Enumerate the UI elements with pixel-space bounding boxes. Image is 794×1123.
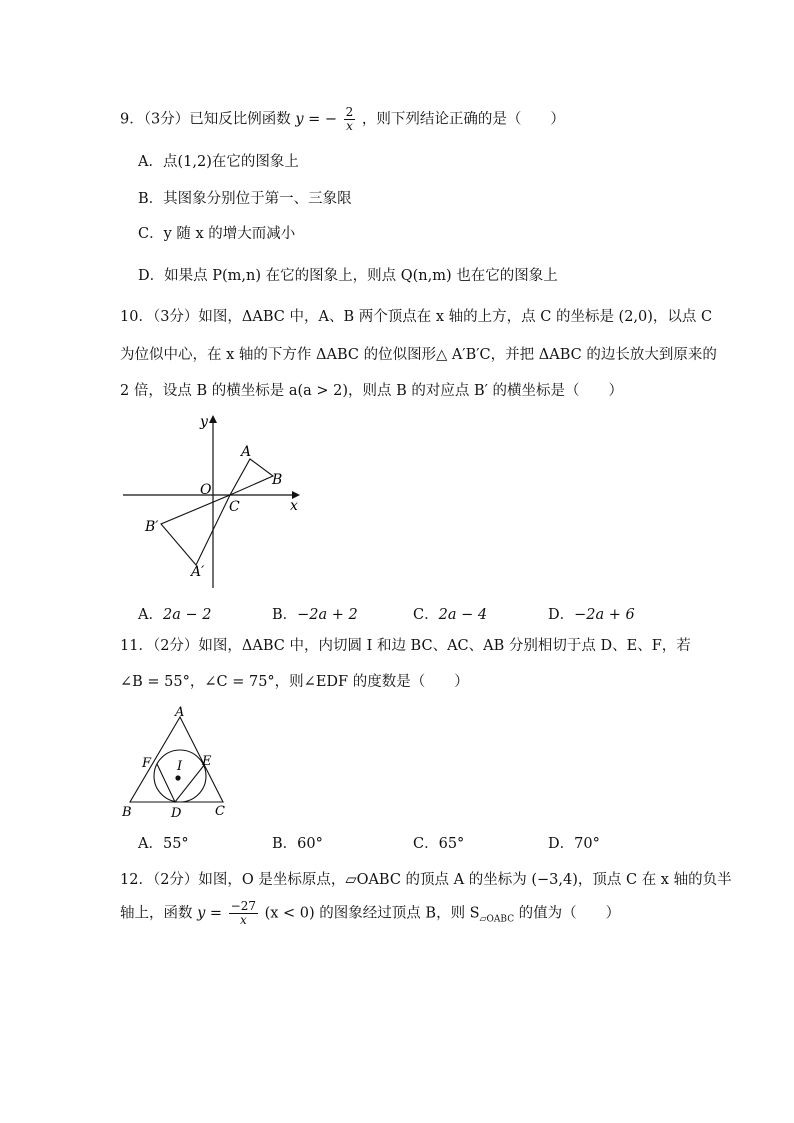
q9-stem-pre: 9．（3分）已知反比例函数: [120, 111, 291, 128]
label-f: F: [142, 756, 152, 771]
option-text: 70°: [574, 836, 600, 852]
q12-line2-post: 的值为（ ）: [514, 905, 621, 922]
option-label: B．: [272, 607, 298, 623]
label-x: x: [290, 498, 298, 514]
q9-frac-denominator: x: [346, 119, 353, 133]
q9-option-b[interactable]: [138, 187, 352, 208]
q12-formula-post: (x < 0) 的图象经过顶点 B，则 S: [264, 905, 480, 922]
q9-formula-lhs: y = −: [295, 111, 338, 128]
q12-frac-numerator: −27: [230, 899, 256, 913]
label-c: C: [215, 804, 225, 819]
q9-stem: [120, 106, 565, 133]
q9-fraction: [344, 106, 356, 133]
q10-option-b[interactable]: [272, 603, 358, 624]
q10-option-d[interactable]: [548, 603, 635, 624]
option-text: 55°: [162, 836, 189, 852]
option-label: A．: [138, 154, 163, 170]
q12-stem-line1: 12．（2分）如图，O 是坐标原点，▱OABC 的顶点 A 的坐标为 (−3,4)，顶点 C 在 x 轴的负半: [120, 872, 732, 888]
label-b: B: [122, 805, 132, 820]
option-text: 点(1,2)在它的图象上: [162, 154, 299, 170]
option-label: D．: [138, 268, 165, 284]
option-text: 如果点 P(m,n) 在它的图象上，则点 Q(n,m) 也在它的图象上: [164, 268, 558, 284]
q11-option-a[interactable]: [138, 832, 189, 853]
q11-option-c[interactable]: [413, 832, 464, 853]
option-label: A．: [138, 607, 163, 623]
label-o: O: [200, 482, 212, 498]
q12-line2-pre: 轴上，函数: [120, 905, 193, 922]
label-b: B: [272, 472, 283, 488]
q11-stem-line2: ∠B = 55°，∠C = 75°，则∠EDF 的度数是（ ）: [120, 674, 469, 690]
q9-stem-post: ，则下列结论正确的是（ ）: [361, 111, 565, 128]
q12-formula-lhs: y =: [197, 905, 223, 922]
q11-option-b[interactable]: [272, 832, 323, 853]
label-i: I: [177, 759, 183, 774]
triangle-abc: [230, 459, 273, 495]
option-label: C．: [138, 226, 164, 242]
q12-fraction: [229, 900, 258, 927]
q9-option-a[interactable]: [138, 150, 299, 171]
option-label: D．: [548, 836, 575, 852]
triangle-abc-prime: [161, 495, 230, 565]
label-a: A: [241, 444, 252, 460]
label-y: y: [200, 414, 208, 430]
option-text: y 随 x 的增大而减小: [163, 226, 296, 242]
label-c: C: [229, 499, 240, 515]
q10-stem-line1: 10．（3分）如图，ΔABC 中，A、B 两个顶点在 x 轴的上方，点 C 的坐标是 (2,0)，以点 C: [120, 309, 713, 325]
q10-stem-line2: 为位似中心，在 x 轴的下方作 ΔABC 的位似图形△ A′B′C，并把 ΔABC 的边长放大到原来的: [120, 347, 717, 363]
q9-option-c[interactable]: [138, 222, 295, 243]
option-text: 65°: [438, 836, 465, 852]
option-label: C．: [413, 607, 439, 623]
option-label: C．: [413, 836, 439, 852]
q12-frac-denominator: x: [239, 913, 247, 927]
label-a-prime: A′: [191, 564, 205, 580]
label-b-prime: B′: [145, 519, 159, 535]
option-text: 60°: [297, 836, 323, 852]
q10-option-a[interactable]: [138, 603, 211, 624]
incircle: [154, 750, 206, 802]
option-label: D．: [548, 607, 575, 623]
option-label: B．: [272, 836, 298, 852]
label-d: D: [171, 806, 182, 821]
q12-subscript: ▱OABC: [479, 914, 515, 925]
label-a: A: [175, 705, 185, 720]
label-e: E: [202, 754, 212, 769]
q9-option-d[interactable]: [138, 264, 558, 285]
q11-option-d[interactable]: [548, 832, 600, 853]
q10-option-c[interactable]: [413, 603, 487, 624]
option-label: A．: [138, 836, 163, 852]
option-text: −2a + 6: [574, 607, 635, 623]
q10-figure: [118, 410, 318, 592]
q10-stem-line3: 2 倍，设点 B 的横坐标是 a(a > 2)，则点 B 的对应点 B′ 的横坐标是（ ）: [120, 383, 624, 399]
q11-stem-line1: 11．（2分）如图，ΔABC 中，内切圆 I 和边 BC、AC、AB 分别相切于点 D、E、F，若: [120, 638, 691, 654]
option-text: −2a + 2: [297, 607, 358, 623]
q11-figure: [118, 702, 238, 824]
option-text: 2a − 2: [162, 607, 212, 623]
option-label: B．: [138, 191, 164, 207]
q12-stem-line2: [120, 900, 620, 927]
option-text: 其图象分别位于第一、三象限: [163, 191, 352, 207]
y-axis-arrow: [209, 415, 217, 423]
q9-frac-numerator: 2: [345, 105, 354, 119]
option-text: 2a − 4: [438, 607, 488, 623]
incenter-dot: [175, 775, 180, 780]
